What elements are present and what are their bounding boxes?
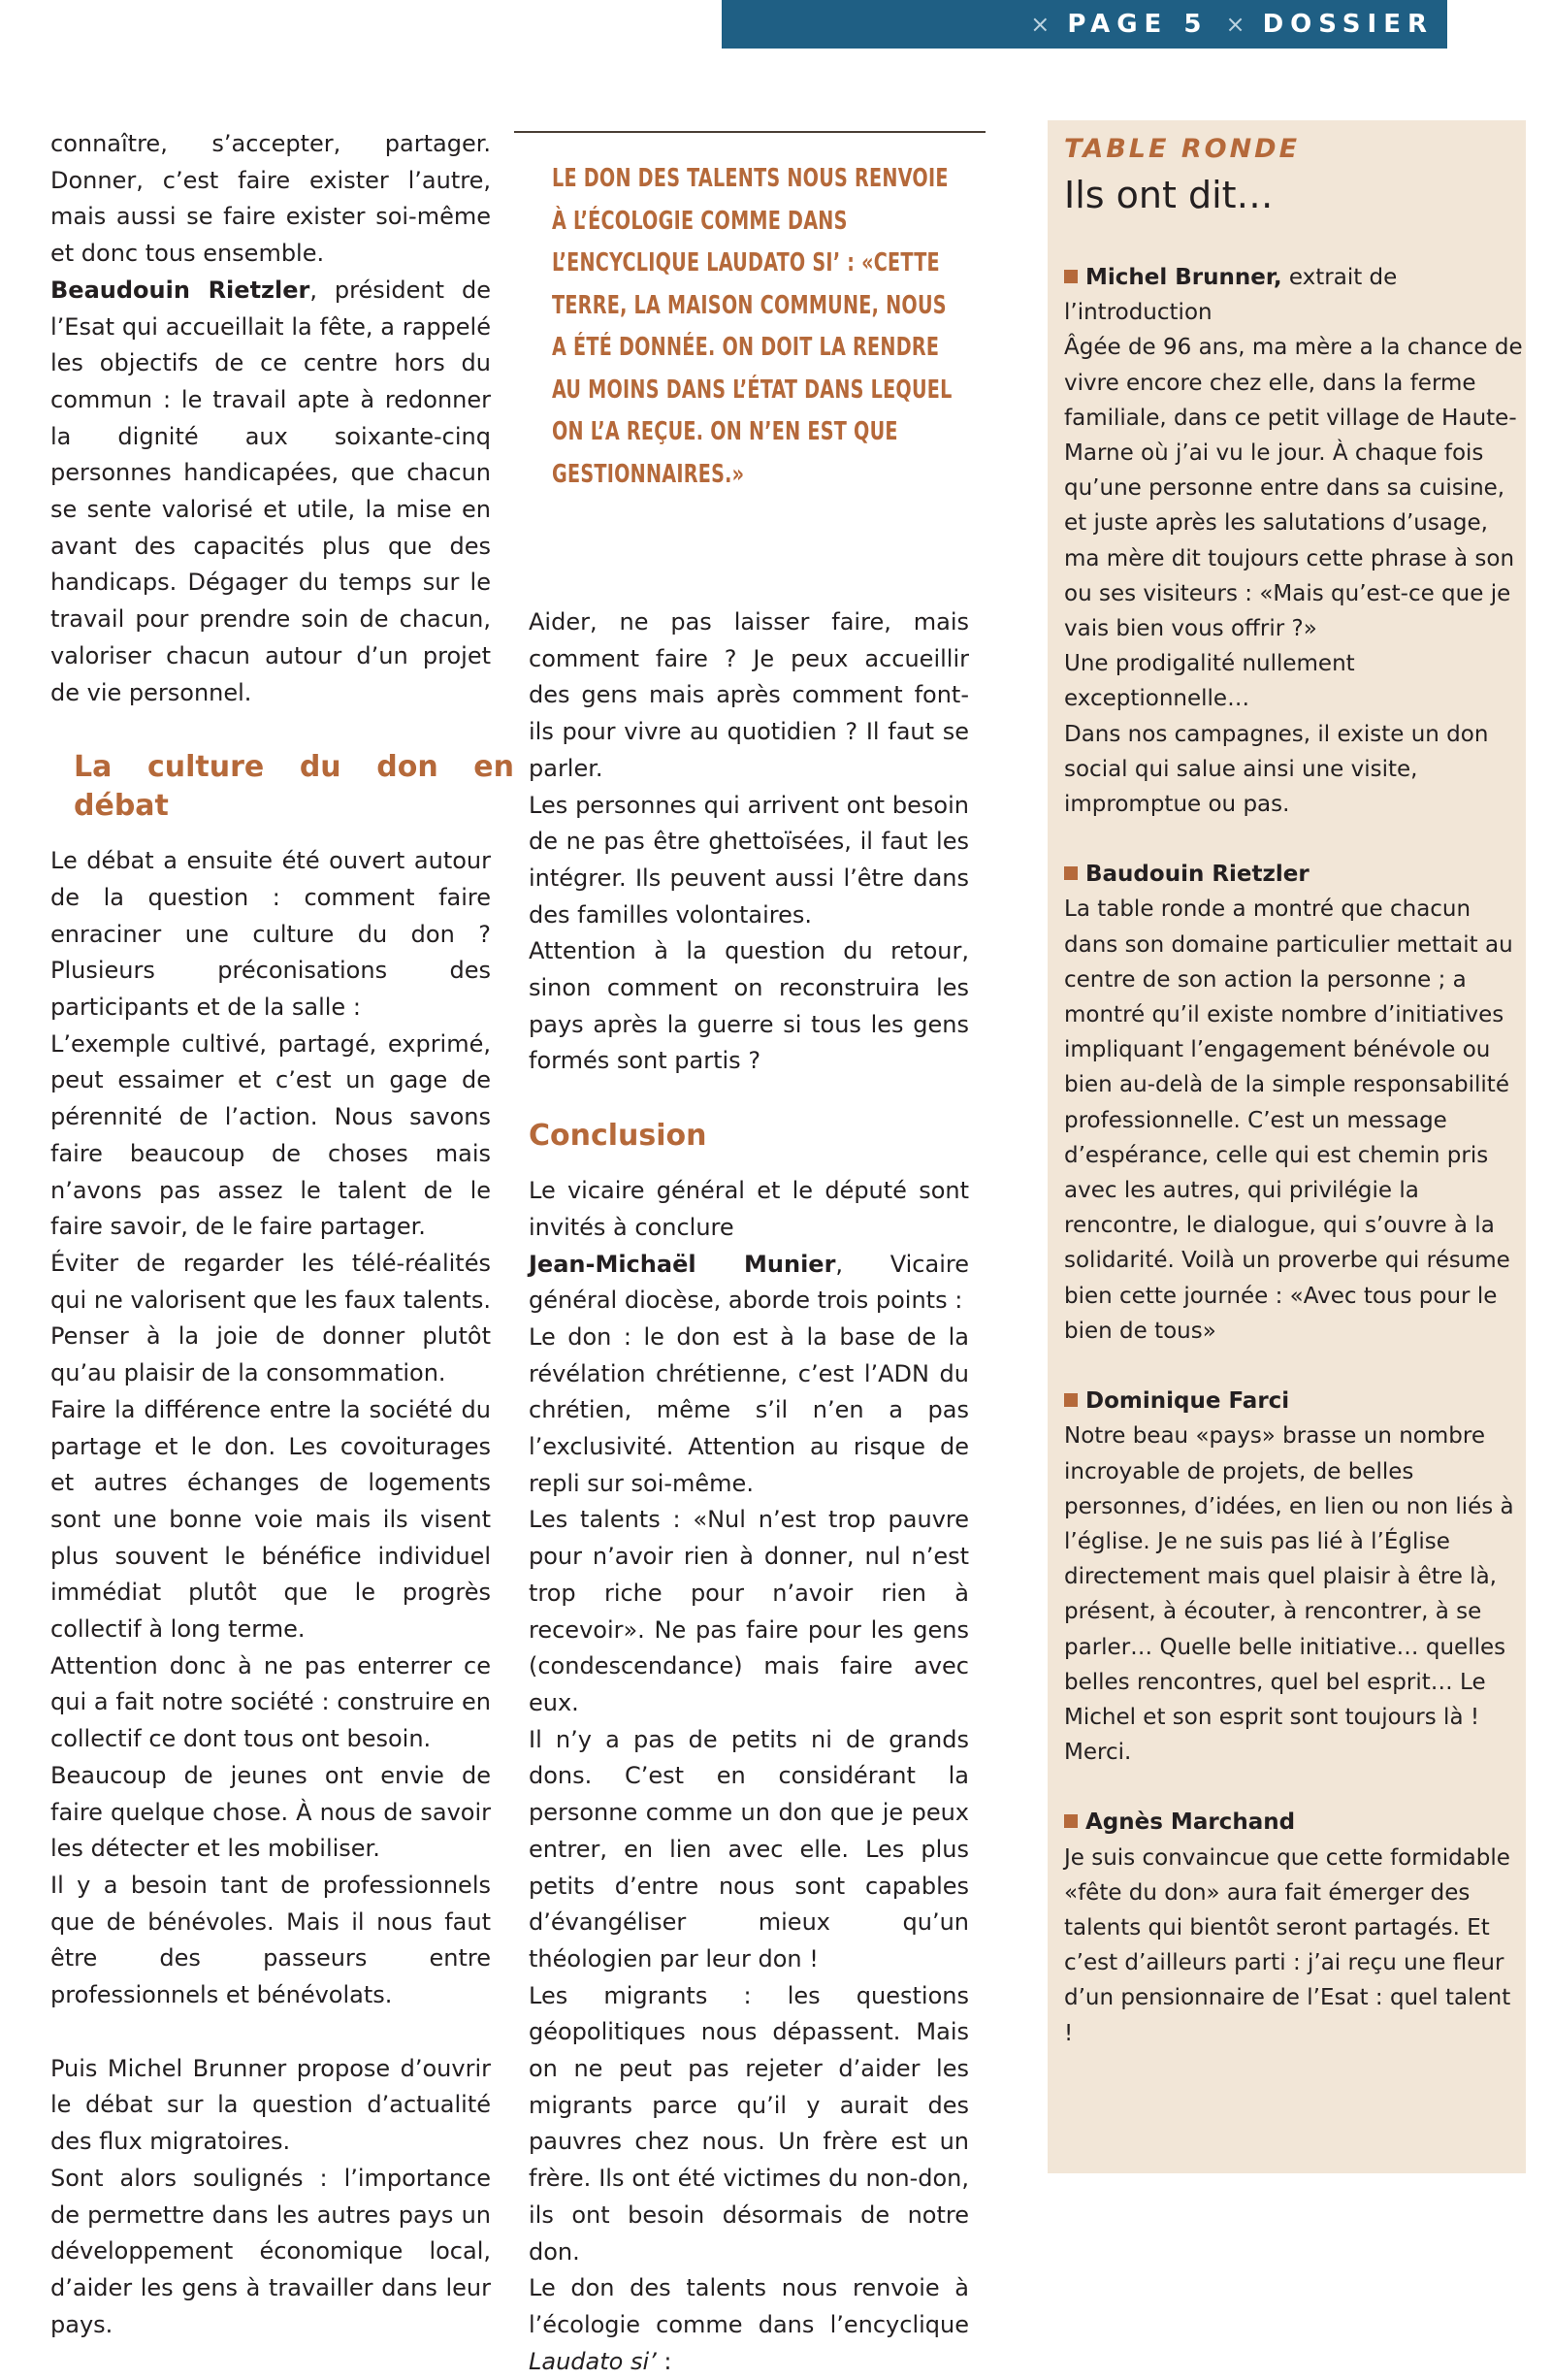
sidebar-table-ronde [1048,120,1526,2173]
pull-quote-rule [514,131,986,133]
sidebar-title: Ils ont dit… [1064,174,1274,216]
pull-quote: LE DON DES TALENTS NOUS RENVOIE À L’ÉCOLOGIE COMME DANS L’ENCYCLIQUE LAUDATO SI’ : «CETTE TERRE, LA MAISON COMMUNE, NOUS A ÉTÉ DONNÉE. ON DOIT LA RENDRE AU MOINS DANS L’ÉTAT DANS LEQUEL ON L’A REÇUE. ON N’EN EST QUE GESTIONNAIRES.» [552,164,953,489]
page-number: PAGE 5 [1067,10,1209,39]
section-name: DOSSIER [1262,10,1434,39]
paragraph: Les personnes qui arrivent ont besoin de ne pas être ghettoïsées, il faut les intégrer. Ils peuvent aussi l’être dans des familles volontaires. [529,791,969,929]
speaker-line [1064,1805,1525,1840]
paragraph: Attention donc à ne pas enterrer ce qui a fait notre société : construire en collectif ce dont tous ont besoin. [50,1651,491,1753]
person-name: Beaudouin Rietzler [50,276,310,304]
bullet-square-icon [1064,1393,1078,1407]
quote-paragraph: Âgée de 96 ans, ma mère a la chance de vivre encore chez elle, dans la ferme familiale, dans ce petit village de Haute-Marne où j’ai vu le jour. À chaque fois qu’une personne entre dans sa cuisine, et juste après les salutations d’usage, ma mère dit toujours cette phrase à son ou ses visiteurs : «Mais qu’est-ce que je vais bien vous offrir ?» [1064,335,1523,642]
article-column-2 [529,604,969,2380]
paragraph: L’exemple cultivé, partagé, exprimé, peut essaimer et c’est un gage de pérennité de l’action. Nous savons faire beaucoup de choses mais n’avons pas assez le talent de le faire savoir, de le faire partager. [50,1029,491,1241]
bullet-square-icon [1064,866,1078,880]
speaker-name: Baudouin Rietzler [1085,862,1310,888]
quote-paragraph: Je suis convaincue que cette formidable «fête du don» aura fait émerger des talents qui bientôt seront partagés. Et c’est d’ailleurs parti : j’ai reçu une fleur d’un pensionnaire de l’Esat : quel talent ! [1064,1844,1511,2046]
paragraph: Le débat a ensuite été ouvert autour de la question : comment faire enraciner une culture du don ? Plusieurs préconisations des participants et de la salle : [50,847,491,1022]
paragraph: Il n’y a pas de petits ni de grands dons. C’est en considérant la personne comme un don que je peux entrer, en lien avec elle. Les plus petits d’entre nous sont capables d’évangéliser mieux qu’un théologien par leur don ! [529,1725,969,1972]
bullet-square-icon [1064,1814,1078,1828]
sidebar-label: TABLE RONDE [1064,134,1301,164]
paragraph: Beaucoup de jeunes ont envie de faire quelque chose. À nous de savoir les détecter et les mobiliser. [50,1761,491,1863]
page-header [722,0,1447,49]
encyclical-title: Laudato si’ [529,2347,657,2375]
paragraph: Jean-Michaël Munier, Vicaire général diocèse, aborde trois points : [529,1250,969,1315]
quote-paragraph: Une prodigalité nullement exceptionnelle… [1064,651,1355,712]
separator-icon: × [1030,11,1051,38]
bullet-square-icon [1064,270,1078,283]
paragraph: Puis Michel Brunner propose d’ouvrir le débat sur la question d’actualité des flux migratoires. [50,2054,491,2156]
quote-paragraph: Dans nos campagnes, il existe un don social qui salue ainsi une visite, impromptue ou pas. [1064,721,1489,818]
speaker-name: Dominique Farci [1085,1388,1290,1415]
quote-paragraph: Notre beau «pays» brasse un nombre incroyable de projets, de belles personnes, d’idées, en lien ou non liés à l’église. Je ne suis pas lié à l’Église directement mais quel plaisir à être là, présent, à écouter, à rencontrer, à se parler… Quelle belle initiative… quelles belles rencontres, quel bel esprit… Le Michel et son esprit sont toujours là ! Merci. [1064,1423,1514,1766]
quote-paragraph: La table ronde a montré que chacun dans son domaine particulier mettait au centre de son action la personne ; a montré qu’il existe nombre d’initiatives impliquant l’engagement bénévole ou bien au-delà de la simple responsabilité professionnelle. C’est un message d’espérance, celle qui est chemin pris avec les autres, qui privilégie la rencontre, le dialogue, qui s’ouvre à la solidarité. Voilà un proverbe qui résume bien cette journée : «Avec tous pour le bien de tous» [1064,897,1513,1344]
section-heading: La culture du don en débat [74,750,514,824]
paragraph: Le don des talents nous renvoie à l’écologie comme dans l’encyclique Laudato si’ : [529,2274,969,2375]
paragraph: Les migrants : les questions géopolitiques nous dépassent. Mais on ne peut pas rejeter d’aider les migrants parce qu’il y aurait des pauvres chez nous. Un frère est un frère. Ils ont été victimes du non-don, ils ont besoin désormais de notre don. [529,1981,969,2266]
article-column-1 [50,126,514,2343]
paragraph: connaître, s’accepter, partager. Donner, c’est faire exister l’autre, mais aussi se faire exister soi-même et donc tous ensemble. [50,130,491,268]
paragraph: Attention à la question du retour, sinon comment on reconstruira les pays après la guerre si tous les gens formés sont partis ? [529,937,969,1075]
paragraph: Les talents : «Nul n’est trop pauvre pour n’avoir rien à donner, nul n’est trop riche pour n’avoir rien à recevoir». Ne pas faire pour les gens (condescendance) mais faire avec eux. [529,1506,969,1716]
paragraph: Faire la différence entre la société du partage et le don. Les covoiturages et autres échanges de logements sont une bonne voie mais ils visent plus souvent le bénéfice individuel immédiat plutôt que le progrès collectif à long terme. [50,1395,491,1644]
paragraph: Le don : le don est à la base de la révélation chrétienne, c’est l’ADN du chrétien, même s’il n’en a pas l’exclusivité. Attention au risque de repli sur soi-même. [529,1322,969,1497]
speaker-line [1064,1384,1525,1418]
sidebar-body [1064,260,1525,2051]
paragraph: Sont alors soulignés : l’importance de permettre dans les autres pays un développement économique local, d’aider les gens à travailler dans leur pays. [50,2164,491,2338]
speaker-name: Michel Brunner, [1085,265,1282,290]
speaker-name: Agnès Marchand [1085,1809,1296,1836]
speaker-line [1064,857,1525,892]
separator-icon: × [1225,11,1245,38]
paragraph: Éviter de regarder les télé-réalités qui ne valorisent que les faux talents. Penser à la joie de donner plutôt qu’au plaisir de la consommation. [50,1249,491,1387]
paragraph: Le vicaire général et le député sont invités à conclure [529,1177,969,1241]
paragraph: Beaudouin Rietzler, président de l’Esat qui accueillait la fête, a rappelé les objectifs de ce centre hors du commun : le travail apte à redonner la dignité aux soixante-cinq personnes handicapées, que chacun se sente valorisé et utile, la mise en avant des capacités plus que des handicaps. Dégager du temps sur le travail pour prendre soin de chacun, valoriser chacun autour d’un projet de vie personnel. [50,276,491,706]
speaker-line: Michel Brunner, extrait de l’introduction [1064,265,1398,326]
section-heading: Conclusion [529,1119,707,1154]
person-name: Jean-Michaël Munier [529,1250,836,1278]
paragraph: Il y a besoin tant de professionnels que de bénévoles. Mais il nous faut être des passeurs entre professionnels et bénévolats. [50,1871,491,2009]
paragraph: Aider, ne pas laisser faire, mais comment faire ? Je peux accueillir des gens mais après comment font-ils pour vivre au quotidien ? Il faut se parler. [529,608,969,782]
